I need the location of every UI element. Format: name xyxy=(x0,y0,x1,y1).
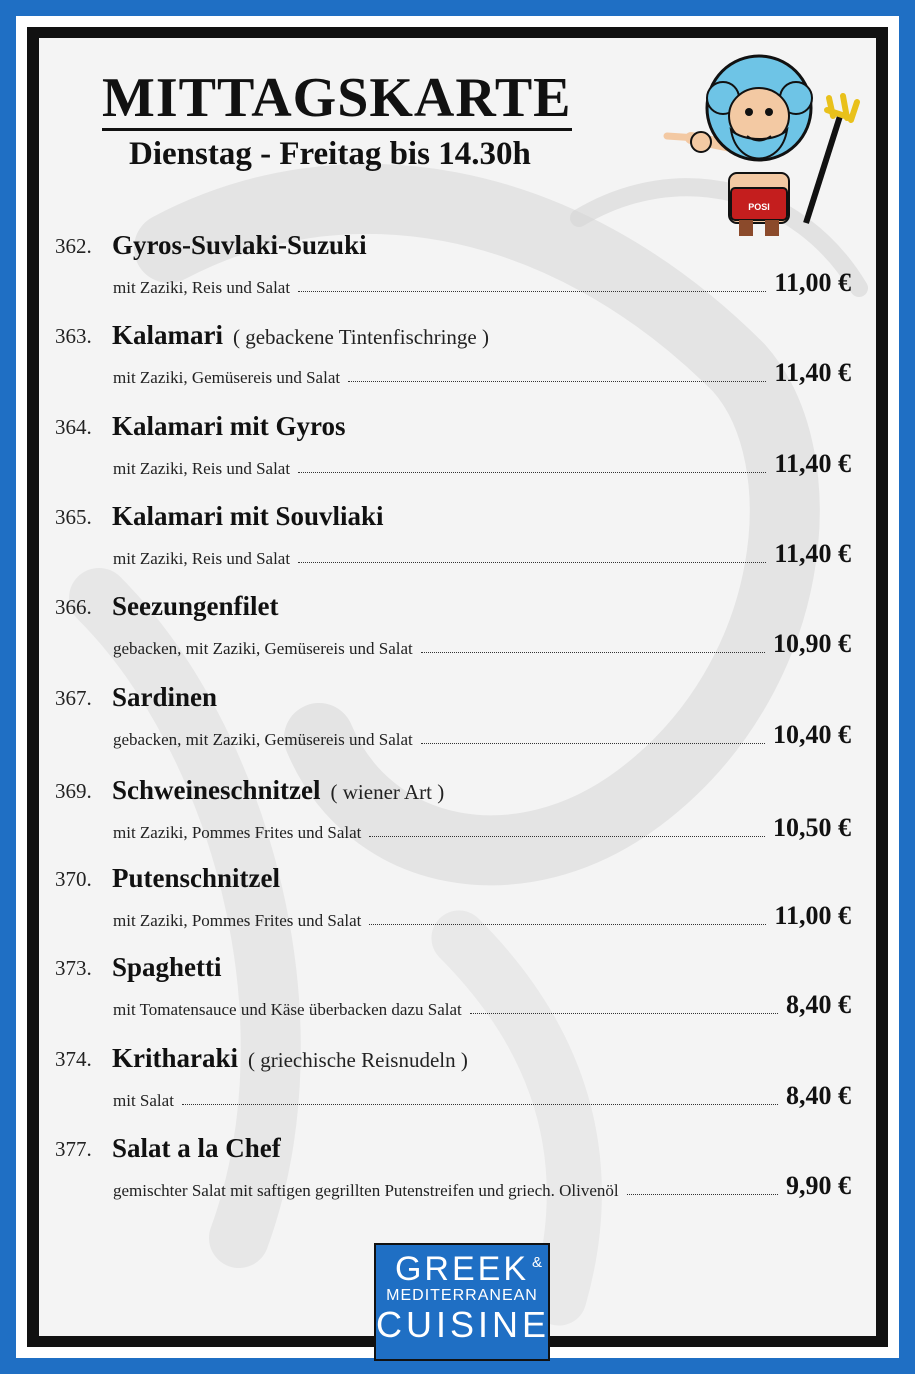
menu-item xyxy=(55,1133,855,1217)
item-number: 369. xyxy=(55,779,92,803)
item-detail-row xyxy=(113,813,851,843)
dot-leader xyxy=(369,923,766,925)
item-name: Kalamari ( gebackene Tintenfischringe ) xyxy=(112,320,489,350)
item-number: 377. xyxy=(55,1137,92,1161)
item-detail-row xyxy=(113,990,851,1020)
item-detail-row xyxy=(113,358,851,388)
item-name: Sardinen xyxy=(112,682,218,712)
menu-item xyxy=(55,1043,855,1127)
item-price: 10,40 € xyxy=(773,720,851,749)
item-description: mit Zaziki, Reis und Salat xyxy=(113,549,291,568)
item-detail-row xyxy=(113,901,851,931)
item-detail-row xyxy=(113,1171,851,1201)
restaurant-logo xyxy=(374,1243,550,1361)
item-price: 8,40 € xyxy=(786,990,851,1019)
item-description: mit Tomatensauce und Käse überbacken dazu Salat xyxy=(113,1000,462,1019)
item-number: 367. xyxy=(55,686,92,710)
item-description: gemischter Salat mit saftigen gegrillten Putenstreifen und griech. Olivenöl xyxy=(113,1181,619,1200)
menu-item xyxy=(55,411,855,495)
mascot-label: POSI xyxy=(748,202,770,212)
item-name: Kalamari mit Souvliaki xyxy=(112,501,384,531)
item-price: 10,50 € xyxy=(773,813,851,842)
menu-item xyxy=(55,952,855,1036)
item-name: Kritharaki ( griechische Reisnudeln ) xyxy=(112,1043,468,1073)
item-number: 374. xyxy=(55,1047,92,1071)
menu-item xyxy=(55,682,855,766)
item-number: 362. xyxy=(55,234,92,258)
item-description: gebacken, mit Zaziki, Gemüsereis und Salat xyxy=(113,730,413,749)
dot-leader xyxy=(369,835,765,837)
item-price: 10,90 € xyxy=(773,629,851,658)
item-number: 365. xyxy=(55,505,92,529)
item-name: Seezungenfilet xyxy=(112,591,279,621)
dot-leader xyxy=(470,1012,778,1014)
item-detail-row xyxy=(113,449,851,479)
item-price: 11,40 € xyxy=(774,358,851,387)
logo-ampersand: & xyxy=(531,1254,542,1271)
item-price: 11,00 € xyxy=(774,268,851,297)
item-price: 11,40 € xyxy=(774,449,851,478)
item-detail-row xyxy=(113,1081,851,1111)
item-number: 370. xyxy=(55,867,92,891)
menu-item xyxy=(55,230,855,314)
item-note: ( gebackene Tintenfischringe ) xyxy=(232,325,489,349)
item-detail-row xyxy=(113,720,851,750)
item-detail-row xyxy=(113,629,851,659)
dot-leader xyxy=(421,742,765,744)
item-description: mit Zaziki, Pommes Frites und Salat xyxy=(113,823,362,842)
logo-line-greek: GREEK & xyxy=(376,1251,548,1287)
menu-item xyxy=(55,501,855,585)
item-number: 373. xyxy=(55,956,92,980)
dot-leader xyxy=(421,651,765,653)
item-name: Schweineschnitzel ( wiener Art ) xyxy=(112,775,445,805)
item-description: mit Salat xyxy=(113,1091,174,1110)
item-name: Gyros-Suvlaki-Suzuki xyxy=(112,230,367,260)
item-number: 366. xyxy=(55,595,92,619)
item-description: mit Zaziki, Reis und Salat xyxy=(113,459,291,478)
item-name: Putenschnitzel xyxy=(112,863,280,893)
item-name: Salat a la Chef xyxy=(112,1133,281,1163)
item-description: mit Zaziki, Pommes Frites und Salat xyxy=(113,911,362,930)
logo-line-mediterranean: MEDITERRANEAN xyxy=(386,1287,538,1304)
item-description: mit Zaziki, Reis und Salat xyxy=(113,278,291,297)
menu-item xyxy=(55,591,855,675)
page-subtitle: Dienstag - Freitag bis 14.30h xyxy=(129,136,531,172)
item-number: 363. xyxy=(55,324,92,348)
item-price: 11,40 € xyxy=(774,539,851,568)
menu-item xyxy=(55,320,855,404)
dot-leader xyxy=(298,290,766,292)
item-price: 11,00 € xyxy=(774,901,851,930)
menu-item xyxy=(55,775,855,859)
item-note: ( wiener Art ) xyxy=(330,780,445,804)
menu-card xyxy=(39,38,876,1336)
dot-leader xyxy=(627,1193,778,1195)
page-title: MITTAGSKARTE xyxy=(102,67,572,129)
item-description: gebacken, mit Zaziki, Gemüsereis und Salat xyxy=(113,639,413,658)
item-note: ( griechische Reisnudeln ) xyxy=(248,1048,468,1072)
dot-leader xyxy=(298,471,766,473)
item-price: 9,90 € xyxy=(786,1171,851,1200)
item-detail-row xyxy=(113,539,851,569)
item-price: 8,40 € xyxy=(786,1081,851,1110)
logo-line-cuisine: CUISINE xyxy=(376,1304,551,1345)
item-name: Spaghetti xyxy=(112,952,222,982)
item-description: mit Zaziki, Gemüsereis und Salat xyxy=(113,368,341,387)
dot-leader xyxy=(348,380,766,382)
item-detail-row xyxy=(113,268,851,298)
dot-leader xyxy=(298,561,766,563)
menu-item xyxy=(55,863,855,947)
dot-leader xyxy=(182,1103,778,1105)
item-name: Kalamari mit Gyros xyxy=(112,411,346,441)
poseidon-mascot-icon xyxy=(651,38,871,238)
item-number: 364. xyxy=(55,415,92,439)
